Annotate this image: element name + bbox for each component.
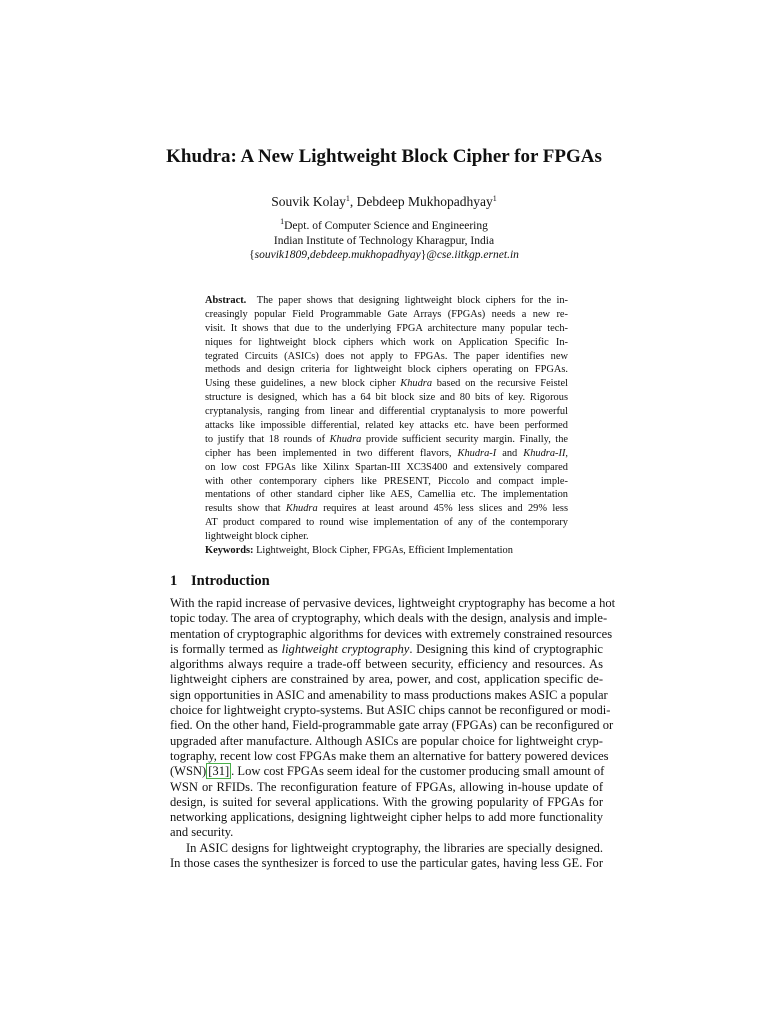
affiliation-email: {souvik1809,debdeep.mukhopadhyay}@cse.iitkgp.ernet.in <box>249 249 519 261</box>
abstract-line: creasingly popular Field Programmable Gate Arrays (FPGAs) needs a new re- <box>205 308 568 320</box>
body-line: is formally termed as lightweight cryptography. Designing this kind of cryptographic <box>170 641 603 656</box>
citation-link[interactable]: [31] <box>208 764 230 779</box>
body-line: fied. On the other hand, Field-programmable gate array (FPGAs) can be reconfigured or <box>170 718 614 733</box>
abstract-line: methods and design criteria for lightweight block ciphers operating on FPGAs. <box>205 364 568 376</box>
body-line: upgraded after manufacture. Although ASICs are popular choice for lightweight cryp- <box>170 733 603 748</box>
abstract-line: mentations of other standard cipher like AES, Camellia etc. The implementation <box>205 489 568 501</box>
body-line: topic today. The area of cryptography, which deals with the design, analysis and imple- <box>170 611 608 626</box>
abstract-line: structure is designed, which has a 64 bit block size and 80 bits of key. Rigorous <box>205 392 568 404</box>
keywords-label: Keywords: <box>205 545 254 557</box>
body-line: sign opportunities in ASIC and amenability to mass productions makes ASIC a popular <box>170 687 608 702</box>
section-title: Introduction <box>191 573 270 589</box>
abstract-line: on low cost FPGAs like Xilinx Spartan-III XC3S400 and extensively compared <box>205 461 568 473</box>
body-line: tography, recent low cost FPGAs make them an alternative for battery powered devices <box>170 748 609 763</box>
abstract-label: Abstract. <box>205 295 247 306</box>
body-line: and security. <box>170 825 234 840</box>
body-line: networking applications, designing lightweight cipher helps to add more functionality <box>170 810 603 825</box>
author-name: Debdeep Mukhopadhyay <box>356 194 493 209</box>
abstract-line: tegrated Circuits (ASICs) does not apply to FPGAs. The paper identifies new <box>205 350 568 362</box>
abstract-line: to justify that 18 rounds of Khudra provide sufficient security margin. Finally, the <box>205 433 569 445</box>
body-line: In ASIC designs for lightweight cryptography, the libraries are specially designed. <box>186 840 603 855</box>
affiliation-marker: 1 <box>280 217 285 226</box>
body-line: WSN or RFIDs. The reconfiguration feature of FPGAs, allowing in-house update of <box>170 779 603 794</box>
abstract-line: Abstract. The paper shows that designing lightweight block ciphers for the in- <box>205 295 568 306</box>
abstract-line: results show that Khudra requires at least around 45% less slices and 29% less <box>205 503 568 515</box>
abstract-line: Using these guidelines, a new block cipher Khudra based on the recursive Feistel <box>205 378 568 390</box>
affiliation-dept: $^1$Dept. of Computer Science and Engineering <box>280 217 488 232</box>
abstract-line: attacks like impossible differential, related key attacks etc. have been performed <box>205 420 568 432</box>
body-line: algorithms always require a trade-off between security, efficiency and resources. As <box>170 657 603 672</box>
body-line: (WSN) [31] . Low cost FPGAs seem ideal for the customer producing small amount of <box>170 764 605 779</box>
abstract-line: visit. It shows that due to the underlying FPGA architecture many popular tech- <box>205 322 568 334</box>
body-line: In those cases the synthesizer is forced to use the particular gates, having less GE. For <box>170 856 603 871</box>
affiliation-marker: 1 <box>345 194 350 203</box>
abstract-line: lightweight block cipher. <box>205 531 309 543</box>
introduction-text <box>170 596 616 871</box>
abstract-line: cipher has been implemented in two different flavors, Khudra-I and Khudra-II, <box>205 447 569 459</box>
body-line: choice for lightweight crypto-systems. But ASIC chips cannot be reconfigured or modi- <box>170 703 611 718</box>
body-line: With the rapid increase of pervasive devices, lightweight cryptography has become a hot <box>170 596 616 610</box>
affiliation-marker: 1 <box>492 194 497 203</box>
abstract-line: with other contemporary ciphers like PRESENT, Piccolo and compact imple- <box>205 475 568 487</box>
affiliation-block <box>0 219 768 263</box>
body-line: design, is suited for several applications. With the growing popularity of FPGAs for <box>170 794 603 809</box>
keywords-text: Lightweight, Block Cipher, FPGAs, Efficient Implementation <box>253 545 513 557</box>
affiliation-institute: Indian Institute of Technology Kharagpur, India <box>273 234 495 247</box>
abstract-line: AT product compared to round wise implementation of any of the contemporary <box>205 517 568 529</box>
body-line: mentation of cryptographic algorithms for devices with extremely constrained resources <box>170 626 613 641</box>
abstract-line: niques for lightweight block ciphers which work on Application Specific In- <box>205 336 568 348</box>
body-line: lightweight ciphers are constrained by area, power, and cost, application specific de- <box>170 672 603 687</box>
abstract-line: cryptanalysis, ranging from linear and differential cryptanalysis to more powerful <box>205 406 568 418</box>
keywords-line <box>205 544 568 558</box>
author-separator: , <box>349 194 357 209</box>
section-number: 1 <box>170 573 178 589</box>
author-name: Souvik Kolay <box>271 194 346 209</box>
section-heading <box>170 572 270 590</box>
abstract <box>205 294 568 558</box>
paper-title: Khudra: A New Lightweight Block Cipher for FPGAs <box>166 146 602 167</box>
author-line <box>0 193 768 211</box>
